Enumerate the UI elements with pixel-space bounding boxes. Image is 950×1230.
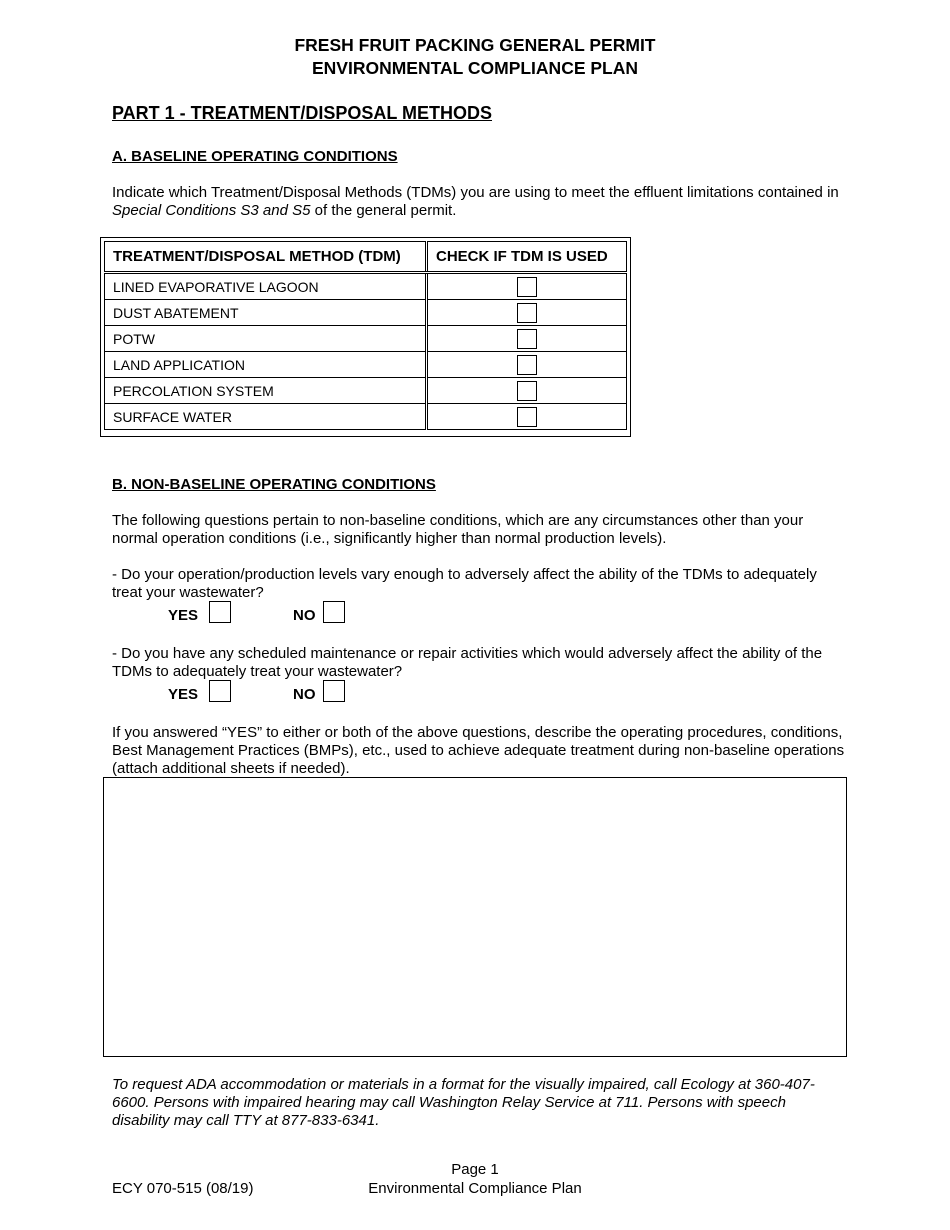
tdm-checkbox-lined-evaporative-lagoon[interactable] — [517, 277, 537, 297]
tdm-checkbox-land-application[interactable] — [517, 355, 537, 375]
q1-yes-label: YES — [168, 607, 199, 624]
section-b-heading: B. NON-BASELINE OPERATING CONDITIONS — [112, 476, 436, 493]
q2-yes-checkbox[interactable] — [209, 680, 231, 702]
table-row — [105, 352, 627, 378]
tdm-name: PERCOLATION SYSTEM — [105, 378, 427, 404]
q2-yes-label: YES — [168, 686, 199, 703]
table-row — [105, 326, 627, 352]
q1-no-label: NO — [293, 607, 316, 624]
tdm-name: DUST ABATEMENT — [105, 300, 427, 326]
table-row — [105, 300, 627, 326]
tdm-name: LINED EVAPORATIVE LAGOON — [105, 273, 427, 300]
tdm-checkbox-percolation-system[interactable] — [517, 381, 537, 401]
intro-text-1: Indicate which Treatment/Disposal Methods (TDMs) you are using to meet the effluent limitations contained in — [112, 184, 839, 201]
q2-no-checkbox[interactable] — [323, 680, 345, 702]
table-row — [105, 273, 627, 300]
tdm-checkbox-surface-water[interactable] — [517, 407, 537, 427]
section-b-intro: The following questions pertain to non-baseline conditions, which are any circumstances other than your normal operation conditions (i.e., significantly higher than normal production levels). — [112, 512, 804, 547]
col-check-header: CHECK IF TDM IS USED — [427, 242, 627, 273]
tdm-name: POTW — [105, 326, 427, 352]
title-line-2: ENVIRONMENTAL COMPLIANCE PLAN — [311, 58, 639, 78]
table-row — [105, 404, 627, 430]
tdm-name: LAND APPLICATION — [105, 352, 427, 378]
describe-instructions: If you answered “YES” to either or both of the above questions, describe the operating procedures, conditions, Best Management Practices (BMPs), etc., used to achieve adequate treatment during non-baseline operations (attach additional sheets if needed). — [112, 724, 845, 777]
tdm-table — [104, 241, 627, 430]
question-2: - Do you have any scheduled maintenance or repair activities which would adversely affect the ability of the TDMs to adequately treat your wastewater? — [112, 645, 823, 680]
col-tdm-header: TREATMENT/DISPOSAL METHOD (TDM) — [105, 242, 427, 273]
section-a-intro — [112, 184, 842, 220]
document-name: Environmental Compliance Plan — [368, 1180, 582, 1197]
ada-notice: To request ADA accommodation or materials in a format for the visually impaired, call Ecology at 360-407-6600. Persons with impaired hearing may call Washington Relay Service at 711. Persons with speech disability may call TTY at 877-833-6341. — [112, 1076, 815, 1129]
q2-no-label: NO — [293, 686, 316, 703]
section-a-heading: A. BASELINE OPERATING CONDITIONS — [112, 148, 398, 165]
q1-no-checkbox[interactable] — [323, 601, 345, 623]
form-number: ECY 070-515 (08/19) — [112, 1180, 254, 1197]
table-row — [105, 378, 627, 404]
tdm-name: SURFACE WATER — [105, 404, 427, 430]
tdm-checkbox-dust-abatement[interactable] — [517, 303, 537, 323]
table-header-row — [105, 242, 627, 273]
title-line-1: FRESH FRUIT PACKING GENERAL PERMIT — [294, 35, 656, 55]
non-baseline-description-field[interactable] — [103, 777, 847, 1057]
q1-yes-checkbox[interactable] — [209, 601, 231, 623]
part1-heading: PART 1 - TREATMENT/DISPOSAL METHODS — [112, 103, 493, 123]
tdm-checkbox-potw[interactable] — [517, 329, 537, 349]
page-number: Page 1 — [451, 1161, 499, 1178]
question-1: - Do your operation/production levels vary enough to adversely affect the ability of the TDMs to adequately treat your wastewater? — [112, 566, 817, 601]
intro-text-2: of the general permit. — [310, 202, 457, 219]
intro-text-italic: Special Conditions S3 and S5 — [112, 202, 311, 219]
